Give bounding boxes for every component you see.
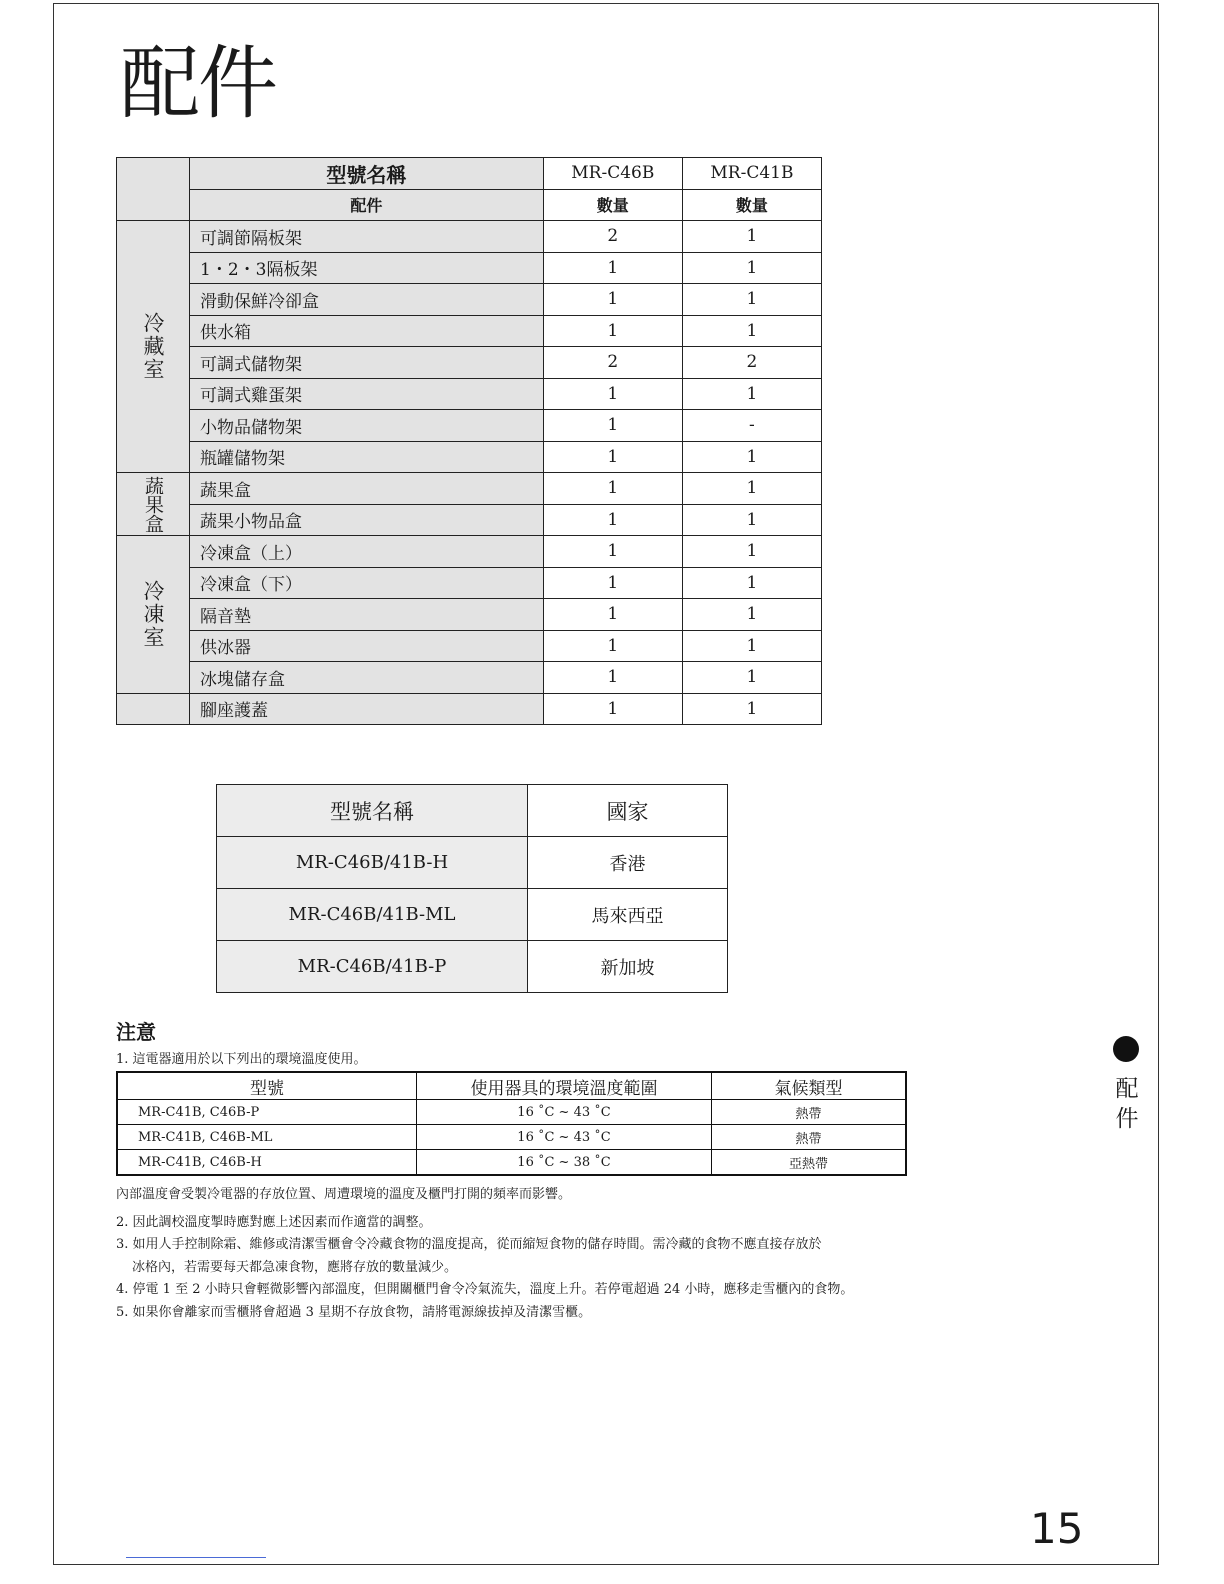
- item-name: 可調式儲物架: [190, 347, 544, 379]
- qty-c46b: 1: [543, 693, 682, 725]
- table-row: [117, 252, 822, 284]
- group-label-empty: [117, 693, 190, 725]
- item-name: 冷凍盒（下）: [190, 567, 544, 599]
- table-row: [117, 693, 822, 725]
- qty-c46b: 1: [543, 315, 682, 347]
- table-row: [117, 599, 822, 631]
- header-temp-range: 使用器具的環境溫度範圍: [417, 1072, 712, 1100]
- note-after-table: 內部溫度會受製冷電器的存放位置、周遭環境的溫度及櫃門打開的頻率而影響。: [116, 1187, 572, 1202]
- header-model-2: MR-C41B: [682, 158, 821, 190]
- footer-divider: [126, 1557, 266, 1558]
- qty-c46b: 1: [543, 284, 682, 316]
- table-row: [117, 1150, 906, 1176]
- side-tab-label: [1113, 1074, 1141, 1134]
- item-name: 蔬果盒: [190, 473, 544, 505]
- qty-c46b: 1: [543, 567, 682, 599]
- table-row: [117, 378, 822, 410]
- group-label-fridge: 冷藏室: [117, 221, 190, 473]
- qty-c46b: 1: [543, 378, 682, 410]
- qty-c41b: 1: [682, 567, 821, 599]
- item-name: 可調節隔板架: [190, 221, 544, 253]
- section-marker-dot-icon: [1113, 1036, 1139, 1062]
- table-row: [117, 315, 822, 347]
- qty-c46b: 1: [543, 473, 682, 505]
- table-corner-cell: [117, 158, 190, 221]
- qty-c41b: 1: [682, 662, 821, 694]
- item-name: 隔音墊: [190, 599, 544, 631]
- table-row: [117, 1125, 906, 1150]
- climate-type: 熱帶: [712, 1100, 907, 1125]
- note-4: 4. 停電 1 至 2 小時只會輕微影響內部溫度，但開關櫃門會令冷氣流失，溫度上升。若停電超過 24 小時，應移走雪櫃內的食物。: [116, 1282, 854, 1297]
- table-row: [117, 473, 822, 505]
- country-name: 馬來西亞: [528, 889, 728, 941]
- climate-type: 亞熱帶: [712, 1150, 907, 1176]
- qty-c46b: 2: [543, 221, 682, 253]
- qty-c41b: 1: [682, 630, 821, 662]
- item-name: 供水箱: [190, 315, 544, 347]
- note-3-line-2: 冰格內，若需要每天都急凍食物，應將存放的數量減少。: [132, 1259, 458, 1275]
- notes-list: [116, 1184, 996, 1324]
- country-name: 新加坡: [528, 941, 728, 993]
- qty-c41b: 1: [682, 693, 821, 725]
- header-qty-2: 數量: [682, 189, 821, 221]
- climate-table: [116, 1071, 907, 1176]
- model-code: MR-C46B/41B-P: [217, 941, 528, 993]
- item-name: 瓶罐儲物架: [190, 441, 544, 473]
- table-row: [117, 662, 822, 694]
- qty-c41b: 1: [682, 599, 821, 631]
- table-row: [117, 504, 822, 536]
- qty-c41b: 1: [682, 221, 821, 253]
- qty-c41b: 2: [682, 347, 821, 379]
- note-3-line-1: 3. 如用人手控制除霜、維修或清潔雪櫃會令冷藏食物的溫度提高，從而縮短食物的儲存時間。需冷藏的食物不應直接存放於: [116, 1237, 822, 1252]
- model-country-table: [216, 784, 728, 993]
- table-row: [117, 284, 822, 316]
- page-number: 15: [1030, 1504, 1084, 1553]
- qty-c46b: 1: [543, 504, 682, 536]
- qty-c46b: 1: [543, 252, 682, 284]
- item-name: 蔬果小物品盒: [190, 504, 544, 536]
- page-title: 配件: [120, 37, 276, 130]
- header-model-name: 型號名稱: [190, 158, 544, 190]
- qty-c41b: 1: [682, 315, 821, 347]
- header-qty-1: 數量: [543, 189, 682, 221]
- item-name: 1・2・3隔板架: [190, 252, 544, 284]
- table-row: [117, 630, 822, 662]
- accessories-table: [116, 157, 822, 725]
- qty-c46b: 1: [543, 662, 682, 694]
- table-row: [117, 567, 822, 599]
- country-name: 香港: [528, 837, 728, 889]
- note-1: 1. 這電器適用於以下列出的環境溫度使用。: [116, 1052, 367, 1067]
- table-row: [117, 441, 822, 473]
- qty-c41b: 1: [682, 284, 821, 316]
- item-name: 冰塊儲存盒: [190, 662, 544, 694]
- item-name: 供冰器: [190, 630, 544, 662]
- qty-c41b: 1: [682, 378, 821, 410]
- header-accessory: 配件: [190, 189, 544, 221]
- model-code: MR-C46B/41B-H: [217, 837, 528, 889]
- climate-type: 熱帶: [712, 1125, 907, 1150]
- table-row: [117, 1100, 906, 1125]
- note-5: 5. 如果你會離家而雪櫃將會超過 3 星期不存放食物，請將電源線拔掉及清潔雪櫃。: [116, 1304, 592, 1320]
- table-row: [217, 941, 728, 993]
- qty-c46b: 2: [543, 347, 682, 379]
- qty-c41b: 1: [682, 252, 821, 284]
- header-climate-type: 氣候類型: [712, 1072, 907, 1100]
- qty-c41b: -: [682, 410, 821, 442]
- qty-c46b: 1: [543, 410, 682, 442]
- qty-c41b: 1: [682, 441, 821, 473]
- model-code: MR-C41B, C46B-ML: [117, 1125, 417, 1150]
- notes-title: 注意: [116, 1020, 156, 1044]
- model-code: MR-C41B, C46B-H: [117, 1150, 417, 1176]
- item-name: 可調式雞蛋架: [190, 378, 544, 410]
- item-name: 腳座護蓋: [190, 693, 544, 725]
- group-label-crisper: 蔬果盒: [117, 473, 190, 536]
- item-name: 小物品儲物架: [190, 410, 544, 442]
- item-name: 滑動保鮮冷卻盒: [190, 284, 544, 316]
- item-name: 冷凍盒（上）: [190, 536, 544, 568]
- qty-c46b: 1: [543, 599, 682, 631]
- note-2: 2. 因此調校溫度掣時應對應上述因素而作適當的調整。: [116, 1214, 432, 1230]
- qty-c41b: 1: [682, 504, 821, 536]
- side-tab-char-2: 件: [1115, 1106, 1139, 1132]
- qty-c46b: 1: [543, 441, 682, 473]
- group-label-freezer: 冷凍室: [117, 536, 190, 694]
- qty-c41b: 1: [682, 473, 821, 505]
- qty-c46b: 1: [543, 536, 682, 568]
- model-code: MR-C46B/41B-ML: [217, 889, 528, 941]
- temp-range: 16 ˚C ~ 43 ˚C: [417, 1125, 712, 1150]
- header-model-1: MR-C46B: [543, 158, 682, 190]
- table-row: [117, 221, 822, 253]
- temp-range: 16 ˚C ~ 38 ˚C: [417, 1150, 712, 1176]
- table-row: [117, 410, 822, 442]
- qty-c41b: 1: [682, 536, 821, 568]
- side-tab-char-1: 配: [1115, 1076, 1139, 1102]
- header-model-name: 型號名稱: [217, 785, 528, 837]
- table-row: [117, 536, 822, 568]
- table-row: [117, 347, 822, 379]
- model-code: MR-C41B, C46B-P: [117, 1100, 417, 1125]
- header-country: 國家: [528, 785, 728, 837]
- temp-range: 16 ˚C ~ 43 ˚C: [417, 1100, 712, 1125]
- table-row: [217, 837, 728, 889]
- table-row: [217, 889, 728, 941]
- header-model: 型號: [117, 1072, 417, 1100]
- qty-c46b: 1: [543, 630, 682, 662]
